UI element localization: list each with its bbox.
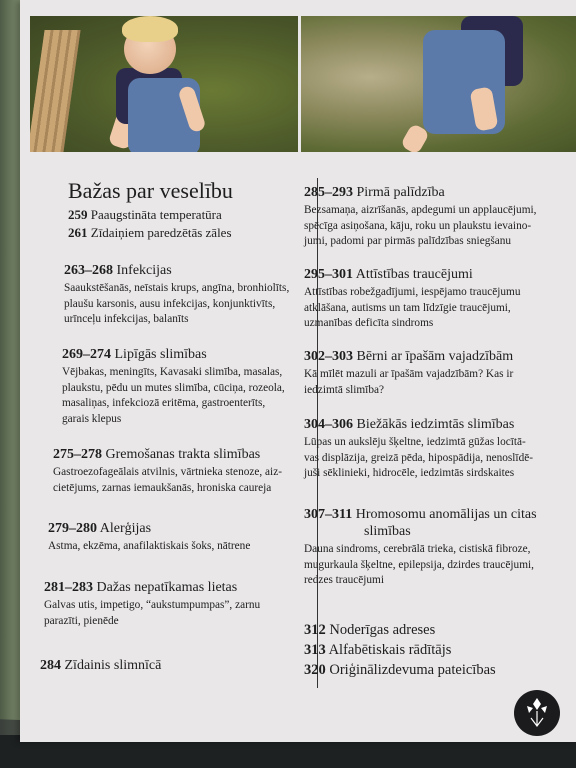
body-line: plaušu karsonis, ausu infekcijas, konjunktivīts, <box>64 297 276 310</box>
section-name: Gremošanas trakta slimības <box>105 447 261 462</box>
section-title <box>53 446 282 463</box>
toc-section <box>62 346 285 427</box>
section-body <box>62 365 285 427</box>
section-body <box>304 435 533 482</box>
body-line: juši sēklinieki, hidrocēle, iedzimtās sirdskaites <box>304 467 515 480</box>
toc-section <box>304 348 513 398</box>
body-line: parazīti, pienēde <box>44 614 119 627</box>
body-line: atklāšana, autisms un tam līdzīgie traucējumi, <box>304 301 511 314</box>
page-number: 320 <box>304 662 326 678</box>
body-line: urīnceļu infekcijas, balanīts <box>64 313 189 326</box>
body-line: Saaukstēšanās, neīstais krups, angīna, bronhiolīts, <box>64 282 290 294</box>
body-line: iedzimtā slimība? <box>304 383 384 396</box>
page-range: 302–303 <box>304 349 353 364</box>
section-title <box>48 520 250 537</box>
toc-entry <box>68 206 233 224</box>
section-body <box>304 203 536 250</box>
child-hair <box>122 16 178 42</box>
section-name: Attīstības traucējumi <box>355 267 473 282</box>
section-name: Infekcijas <box>116 263 172 278</box>
section-name: Pirmā palīdzība <box>356 185 445 200</box>
page-range: 269–274 <box>62 347 111 362</box>
body-line: Astma, ekzēma, anafilaktiskais šoks, nātrene <box>48 540 251 552</box>
body-line: Vējbakas, meningīts, Kavasaki slimība, masalas, <box>62 366 283 378</box>
book-page <box>20 0 576 742</box>
toc-entry-final <box>40 657 161 674</box>
entry-title: Alfabētiskais rādītājs <box>328 642 452 658</box>
section-name: Biežākās iedzimtās slimības <box>356 417 515 432</box>
section-title <box>304 348 513 365</box>
body-line: plaukstu, pēdu un mutes slimība, cūciņa, rozeola, <box>62 381 285 394</box>
toc-section <box>48 520 250 555</box>
page-number: 261 <box>68 225 88 240</box>
toc-entry <box>304 620 496 640</box>
toc-entry <box>304 660 496 680</box>
body-line: uzmanības deficīta sindroms <box>304 317 434 330</box>
page-range: 307–311 <box>304 507 353 522</box>
body-line: Lūpas un aukslēju šķeltne, iedzimtā gūžas locītā- <box>304 436 526 448</box>
section-title-continued: slimības <box>364 524 411 539</box>
toc-section <box>304 266 520 332</box>
body-line: vas displāzija, greizā pēda, hipospādija, nenoslīdē- <box>304 451 533 464</box>
section-body <box>64 281 289 328</box>
entry-title: Zīdainis slimnīcā <box>64 658 162 673</box>
body-line: Kā mīlēt mazuli ar īpašām vajadzībām? Kas ir <box>304 368 514 380</box>
toc-section <box>44 579 260 629</box>
section-title <box>62 346 285 363</box>
entry-title: Oriģinālizdevuma pateicības <box>329 662 496 678</box>
body-line: mugurkaula šķeltne, epilepsija, dzirdes traucējumi, <box>304 558 534 571</box>
page-range: 304–306 <box>304 417 353 432</box>
body-line: Gastroezofageālais atvilnis, vārtnieka stenoze, aiz- <box>53 466 282 478</box>
page-range: 279–280 <box>48 521 97 536</box>
toc-heading-block <box>68 178 233 242</box>
entry-title: Zīdaiņiem paredzētās zāles <box>90 225 232 240</box>
body-line: Attīstības robežgadījumi, iespējamo traucējumu <box>304 286 521 298</box>
body-line: garais klepus <box>62 412 122 425</box>
section-name: Hromosomu anomālijas un citas <box>355 507 537 522</box>
page-number: 284 <box>40 658 61 673</box>
page-range: 285–293 <box>304 185 353 200</box>
page-range: 281–283 <box>44 580 93 595</box>
section-body <box>304 542 537 589</box>
page-range: 275–278 <box>53 447 102 462</box>
page-range: 295–301 <box>304 267 353 282</box>
entry-title: Paaugstināta temperatūra <box>90 207 222 222</box>
section-body <box>48 539 250 555</box>
section-title <box>304 416 533 433</box>
section-body <box>53 465 282 496</box>
body-line: Dauna sindroms, cerebrālā trieka, cistiskā fibroze, <box>304 543 531 555</box>
body-line: masaliņas, infekciozā eritēma, gastroenterīts, <box>62 397 266 410</box>
section-name: Lipīgās slimības <box>114 347 207 362</box>
watermark-logo-icon <box>514 690 560 736</box>
page-number: 259 <box>68 207 88 222</box>
toc-section <box>64 262 289 328</box>
section-title <box>304 506 537 523</box>
section-name: Bērni ar īpašām vajadzībām <box>356 349 514 364</box>
toc-section <box>304 416 533 482</box>
wooden-bench <box>30 30 81 152</box>
toc-section <box>53 446 282 496</box>
toc-entry <box>68 224 233 242</box>
body-line: Bezsamaņa, aizrīšanās, apdegumi un applaucējumi, <box>304 204 537 216</box>
section-body <box>304 285 520 332</box>
section-title <box>44 579 260 596</box>
photo-child-bench <box>30 16 298 152</box>
page-number: 312 <box>304 622 326 638</box>
entry-title: Noderīgas adreses <box>329 622 436 638</box>
section-title <box>64 262 289 279</box>
toc-section <box>304 506 537 589</box>
body-line: redzes traucējumi <box>304 574 384 587</box>
section-title <box>304 266 520 283</box>
page-number: 313 <box>304 642 326 658</box>
section-body <box>44 598 260 629</box>
body-line: spēcīga asiņošana, kāju, roku un plaukstu ievaino- <box>304 219 532 232</box>
body-line: jumi, padomi par pirmās palīdzības sniegšanu <box>304 235 512 248</box>
body-line: cietējums, zarnas iemaukšanās, hroniska caureja <box>53 481 272 494</box>
toc-final-entries <box>304 620 496 680</box>
photo-child-walking <box>301 16 576 152</box>
section-name: Alerģijas <box>99 521 152 536</box>
toc-entry <box>304 640 496 660</box>
toc-section <box>304 184 536 250</box>
body-line: Galvas utis, impetigo, “aukstumpumpas”, zarnu <box>44 599 261 611</box>
section-name: Dažas nepatīkamas lietas <box>96 580 238 595</box>
page-title: Bažas par veselību <box>68 178 233 203</box>
section-title <box>304 184 536 201</box>
page-range: 263–268 <box>64 263 113 278</box>
section-body <box>304 367 513 398</box>
